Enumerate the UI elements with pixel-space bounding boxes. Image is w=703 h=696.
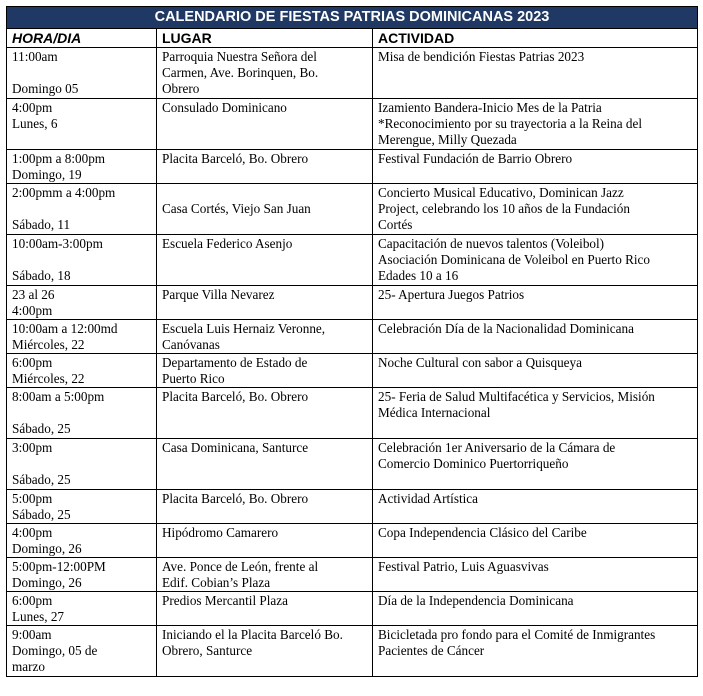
table-row xyxy=(7,286,698,320)
cell-lugar xyxy=(157,490,373,524)
table-row xyxy=(7,235,698,286)
cell-line: Casa Cortés, Viejo San Juan xyxy=(162,201,311,216)
cell-line xyxy=(162,185,367,201)
cell-line: Médica Internacional xyxy=(378,405,491,420)
cell-line: Canóvanas xyxy=(162,337,220,352)
cell-line: marzo xyxy=(12,659,45,674)
cell-line: Copa Independencia Clásico del Caribe xyxy=(378,525,587,540)
cell-line: 10:00am a 12:00md xyxy=(12,321,118,336)
cell-line: Lunes, 6 xyxy=(12,116,58,131)
cell-line: 4:00pm xyxy=(12,525,53,540)
cell-lugar xyxy=(157,592,373,626)
cell-line: Sábado, 25 xyxy=(12,421,71,436)
header-row xyxy=(7,29,698,48)
cell-actividad xyxy=(373,439,698,490)
cell-line: Miércoles, 22 xyxy=(12,371,85,386)
cell-actividad xyxy=(373,150,698,184)
cell-line: Domingo, 26 xyxy=(12,575,82,590)
cell-actividad xyxy=(373,99,698,150)
cell-hora xyxy=(7,48,157,99)
cell-actividad xyxy=(373,48,698,99)
cell-hora xyxy=(7,354,157,388)
cell-actividad xyxy=(373,235,698,286)
cell-hora xyxy=(7,235,157,286)
cell-line xyxy=(12,456,151,472)
cell-line: Hipódromo Camarero xyxy=(162,525,279,540)
cell-lugar xyxy=(157,286,373,320)
table-row xyxy=(7,524,698,558)
cell-line: Placita Barceló, Bo. Obrero xyxy=(162,491,309,506)
cell-actividad xyxy=(373,524,698,558)
cell-line: Festival Fundación de Barrio Obrero xyxy=(378,151,573,166)
cell-line: Sábado, 25 xyxy=(12,472,71,487)
cell-line: Edades 10 a 16 xyxy=(378,268,459,283)
cell-line: Ave. Ponce de León, frente al xyxy=(162,559,319,574)
cell-line: 23 al 26 xyxy=(12,287,55,302)
cell-line: 6:00pm xyxy=(12,355,53,370)
cell-hora xyxy=(7,286,157,320)
cell-line xyxy=(12,201,151,217)
header-hora: HORA/DIA xyxy=(7,29,157,48)
cell-line: Escuela Luis Hernaiz Veronne, xyxy=(162,321,326,336)
cell-hora xyxy=(7,524,157,558)
cell-line: Miércoles, 22 xyxy=(12,337,85,352)
cell-line: Puerto Rico xyxy=(162,371,225,386)
cell-lugar xyxy=(157,388,373,439)
table-row xyxy=(7,150,698,184)
cell-line xyxy=(12,65,151,81)
cell-lugar xyxy=(157,354,373,388)
cell-line: 4:00pm xyxy=(12,303,53,318)
cell-line: Sábado, 11 xyxy=(12,217,71,232)
cell-line: Concierto Musical Educativo, Dominican Jazz xyxy=(378,185,624,200)
cell-lugar xyxy=(157,320,373,354)
cell-line: 4:00pm xyxy=(12,100,53,115)
cell-line: Sábado, 25 xyxy=(12,507,71,522)
cell-lugar xyxy=(157,99,373,150)
cell-line: Merengue, Milly Quezada xyxy=(378,132,517,147)
cell-line: Departamento de Estado de xyxy=(162,355,308,370)
cell-line: Obrero, Santurce xyxy=(162,643,253,658)
cell-line: 5:00pm xyxy=(12,491,53,506)
table-row xyxy=(7,558,698,592)
header-actividad: ACTIVIDAD xyxy=(373,29,698,48)
table-row xyxy=(7,592,698,626)
cell-line: Escuela Federico Asenjo xyxy=(162,236,293,251)
cell-line: Cortés xyxy=(378,217,413,232)
table-title: CALENDARIO DE FIESTAS PATRIAS DOMINICANAS 2023 xyxy=(7,7,698,29)
cell-hora xyxy=(7,184,157,235)
cell-line: Comercio Dominico Puertorriqueño xyxy=(378,456,569,471)
cell-hora xyxy=(7,592,157,626)
cell-lugar xyxy=(157,48,373,99)
cell-line: Placita Barceló, Bo. Obrero xyxy=(162,389,309,404)
cell-actividad xyxy=(373,592,698,626)
table-row xyxy=(7,490,698,524)
cell-line: Edif. Cobian’s Plaza xyxy=(162,575,271,590)
cell-line: Celebración 1er Aniversario de la Cámara de xyxy=(378,440,616,455)
cell-hora xyxy=(7,490,157,524)
cell-line: Domingo, 05 de xyxy=(12,643,98,658)
cell-lugar xyxy=(157,439,373,490)
table-row xyxy=(7,184,698,235)
table-row xyxy=(7,354,698,388)
cell-hora xyxy=(7,388,157,439)
cell-actividad xyxy=(373,626,698,677)
cell-line: 10:00am-3:00pm xyxy=(12,236,103,251)
cell-actividad xyxy=(373,184,698,235)
cell-line: 2:00pmm a 4:00pm xyxy=(12,185,116,200)
cell-line: 1:00pm a 8:00pm xyxy=(12,151,106,166)
cell-actividad xyxy=(373,286,698,320)
cell-actividad xyxy=(373,490,698,524)
cell-line: Izamiento Bandera-Inicio Mes de la Patria xyxy=(378,100,602,115)
table-body xyxy=(7,48,698,677)
cell-line: *Reconocimiento por su trayectoria a la Reina del xyxy=(378,116,643,131)
cell-hora xyxy=(7,99,157,150)
cell-line: Sábado, 18 xyxy=(12,268,71,283)
calendar-document xyxy=(6,6,697,677)
cell-line: Placita Barceló, Bo. Obrero xyxy=(162,151,309,166)
cell-line: 25- Apertura Juegos Patrios xyxy=(378,287,525,302)
cell-line: Obrero xyxy=(162,81,200,96)
cell-lugar xyxy=(157,184,373,235)
cell-line: Project, celebrando los 10 años de la Fundación xyxy=(378,201,630,216)
cell-actividad xyxy=(373,558,698,592)
cell-actividad xyxy=(373,320,698,354)
table-row xyxy=(7,99,698,150)
calendar-table xyxy=(6,6,698,677)
cell-hora xyxy=(7,320,157,354)
cell-line: Bicicletada pro fondo para el Comité de Inmigrantes xyxy=(378,627,656,642)
cell-hora xyxy=(7,558,157,592)
cell-lugar xyxy=(157,626,373,677)
cell-line: 11:00am xyxy=(12,49,58,64)
cell-line: Iniciando el la Placita Barceló Bo. xyxy=(162,627,343,642)
cell-line: 25- Feria de Salud Multifacética y Servicios, Misión xyxy=(378,389,655,404)
cell-line: 3:00pm xyxy=(12,440,53,455)
cell-line: 6:00pm xyxy=(12,593,53,608)
cell-line: Misa de bendición Fiestas Patrias 2023 xyxy=(378,49,585,64)
table-row xyxy=(7,320,698,354)
cell-line: Festival Patrio, Luis Aguasvivas xyxy=(378,559,549,574)
cell-lugar xyxy=(157,150,373,184)
cell-hora xyxy=(7,439,157,490)
cell-line: Domingo 05 xyxy=(12,81,79,96)
cell-line: Lunes, 27 xyxy=(12,609,65,624)
cell-line: Capacitación de nuevos talentos (Voleibol) xyxy=(378,236,605,251)
cell-line: Día de la Independencia Dominicana xyxy=(378,593,574,608)
cell-line: Domingo, 19 xyxy=(12,167,82,182)
cell-lugar xyxy=(157,235,373,286)
cell-line: Pacientes de Cáncer xyxy=(378,643,485,658)
cell-line: Predios Mercantil Plaza xyxy=(162,593,288,608)
table-row xyxy=(7,626,698,677)
cell-lugar xyxy=(157,524,373,558)
cell-line xyxy=(12,252,151,268)
header-lugar: LUGAR xyxy=(157,29,373,48)
cell-actividad xyxy=(373,388,698,439)
cell-line: Domingo, 26 xyxy=(12,541,82,556)
cell-line: Casa Dominicana, Santurce xyxy=(162,440,309,455)
table-row xyxy=(7,388,698,439)
cell-line: 8:00am a 5:00pm xyxy=(12,389,105,404)
table-row xyxy=(7,48,698,99)
cell-line: 5:00pm-12:00PM xyxy=(12,559,106,574)
cell-line: Consulado Dominicano xyxy=(162,100,287,115)
cell-line: Noche Cultural con sabor a Quisqueya xyxy=(378,355,582,370)
cell-hora xyxy=(7,150,157,184)
cell-line: Celebración Día de la Nacionalidad Dominicana xyxy=(378,321,634,336)
cell-line: Parroquia Nuestra Señora del xyxy=(162,49,317,64)
cell-hora xyxy=(7,626,157,677)
cell-line: 9:00am xyxy=(12,627,52,642)
cell-lugar xyxy=(157,558,373,592)
cell-line: Actividad Artística xyxy=(378,491,478,506)
cell-actividad xyxy=(373,354,698,388)
cell-line: Asociación Dominicana de Voleibol en Puerto Rico xyxy=(378,252,650,267)
cell-line: Parque Villa Nevarez xyxy=(162,287,275,302)
cell-line: Carmen, Ave. Borinquen, Bo. xyxy=(162,65,319,80)
cell-line xyxy=(12,405,151,421)
table-row xyxy=(7,439,698,490)
